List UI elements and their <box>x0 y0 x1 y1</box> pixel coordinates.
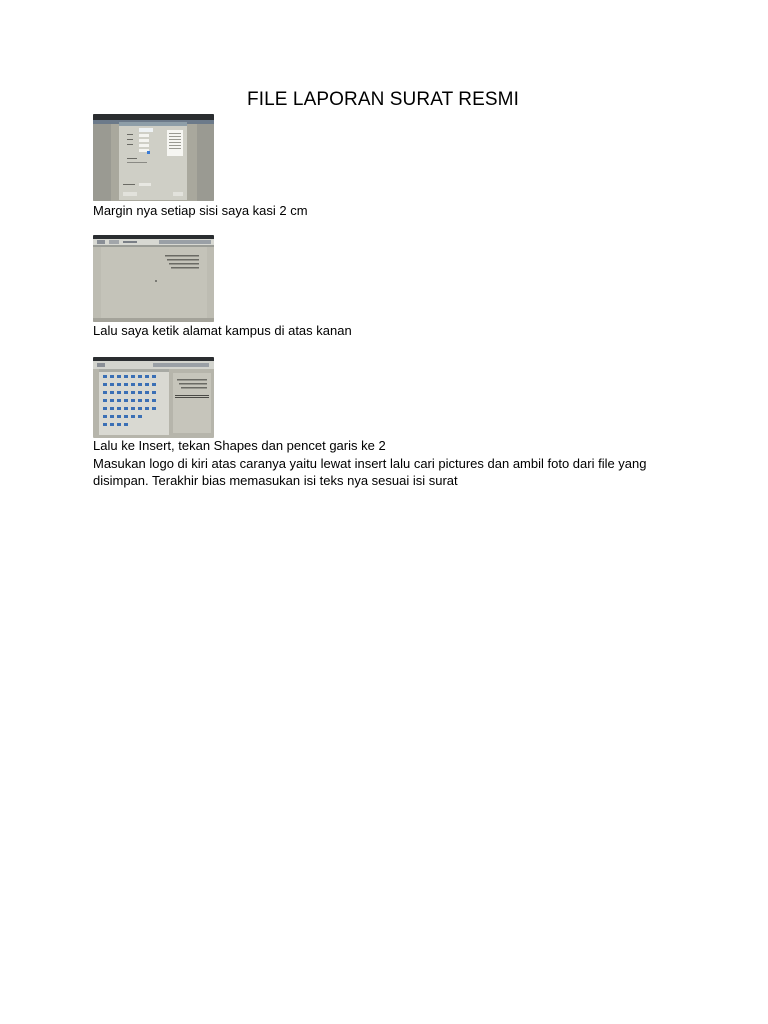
page-setup-dialog-photo <box>93 114 214 201</box>
document-title: FILE LAPORAN SURAT RESMI <box>247 89 519 110</box>
closing-paragraph: Masukan logo di kiri atas caranya yaitu lewat insert lalu cari pictures dan ambil foto dari file yang disimpan. Terakhir bias memasukan isi teks nya sesuai isi surat <box>93 456 647 488</box>
document-with-address-photo <box>93 235 214 322</box>
step-1-caption: Margin nya setiap sisi saya kasi 2 cm <box>93 203 308 218</box>
step-3-caption: Lalu ke Insert, tekan Shapes dan pencet garis ke 2 <box>93 438 386 453</box>
shapes-menu-photo <box>93 357 214 438</box>
step-2-caption: Lalu saya ketik alamat kampus di atas kanan <box>93 323 352 338</box>
